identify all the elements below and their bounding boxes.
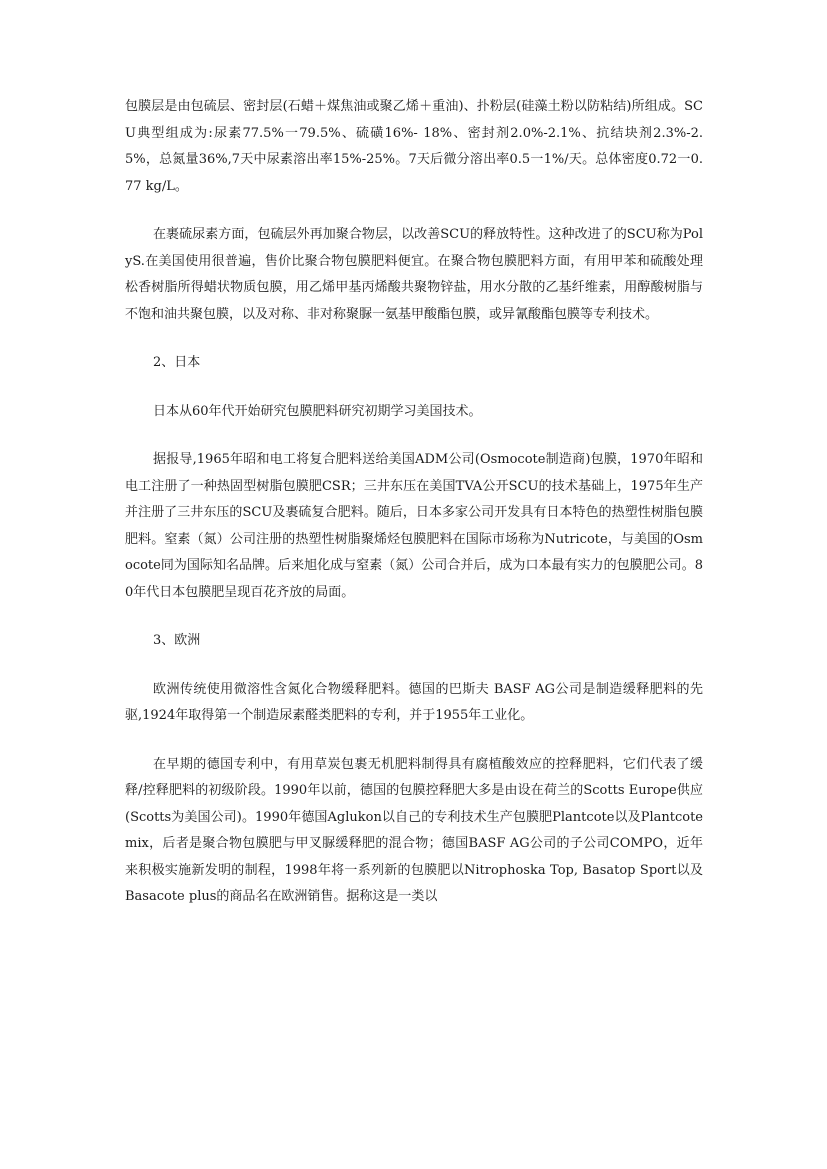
document-body (125, 94, 703, 933)
paragraph-japan-intro: 日本从60年代开始研究包膜肥料研究初期学习美国技术。 (153, 403, 482, 419)
paragraph-europe-intro: 欧洲传统使用微溶性含氮化合物缓释肥料。德国的巴斯夫 BASF AG公司是制造缓释肥料的先驱,1924年取得第一个制造尿素醛类肥料的专利，并于1955年工业化。 (125, 681, 703, 723)
paragraph-europe-patents: 在早期的德国专利中，有用草炭包裹无机肥料制得具有腐植酸效应的控释肥料，它们代表了缓释/控释肥料的初级阶段。1990年以前，德国的包膜控释肥大多是由设在荷兰的Scotts Europe供应(Scotts为美国公司)。1990年德国Aglukon以自己的专利技术生产包膜肥Plantcote以及Plantcote mix，后者是聚合物包膜肥与甲叉脲缓释肥的混合物；德国BASF AG公司的子公司COMPO，近年来积极实施新发明的制程，1998年将一系列新的包膜肥以Nitrophoska Top, Basatop Sport以及Basacote plus的商品名在欧洲销售。据称这是一类以 (125, 756, 703, 904)
paragraph-japan-history: 据报导,1965年昭和电工将复合肥料送给美国ADM公司(Osmocote制造商)包膜，1970年昭和电工注册了一种热固型树脂包膜肥CSR；三井东压在美国TVA公开SCU的技术基础上，1975年生产并注册了三井东压的SCU及裹硫复合肥料。随后，日本多家公司开发具有日本特色的热塑性树脂包膜肥料。窒素（氮）公司注册的热塑性树脂聚烯烃包膜肥料在国际市场称为Nutricote，与美国的Osmocote同为国际知名品牌。后来旭化成与窒素（氮）公司合并后，成为口本最有实力的包膜肥公司。80年代日本包膜肥呈现百花齐放的局面。 (125, 452, 703, 600)
paragraph-coating-layers: 包膜层是由包硫层、密封层(石蜡＋煤焦油或聚乙烯＋重油)、扑粉层(硅藻土粉以防粘结)所组成。SCU典型组成为:尿素77.5%一79.5%、硫磺16%- 18%、密封剂2.0%-2.1%、抗结块剂2.3%-2.5%，总氮量36%,7天中尿素溶出率15%-25%。7天后微分溶出率0.5一1%/天。总体密度0.72一0.77 kg/L。 (125, 99, 703, 194)
section-heading-japan: 2、日本 (153, 355, 201, 370)
paragraph-polys: 在裹硫尿素方面，包硫层外再加聚合物层，以改善SCU的释放特性。这种改进了的SCU称为PolyS.在美国使用很普遍，售价比聚合物包膜肥料便宜。在聚合物包膜肥料方面，有用甲苯和硫酸处理松香树脂所得蜡状物质包膜，用乙烯甲基丙烯酸共聚物锌盐，用水分散的乙基纤维素，用醇酸树脂与不饱和油共聚包膜，以及对称、非对称聚脲一氨基甲酸酯包膜，或异氰酸酯包膜等专利技术。 (125, 227, 703, 322)
section-heading-europe: 3、欧洲 (153, 633, 201, 648)
